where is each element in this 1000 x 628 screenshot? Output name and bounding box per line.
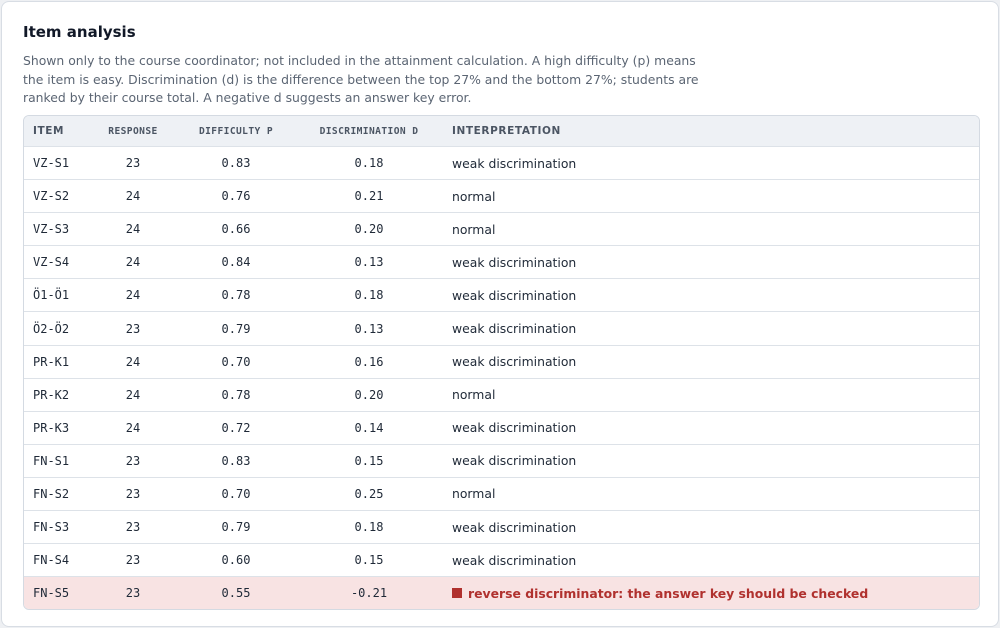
response-cell — [90, 147, 176, 179]
response-cell-text: 23 — [125, 453, 141, 468]
discrimination-cell-text: 0.15 — [354, 553, 384, 568]
table-row — [24, 245, 979, 278]
item-cell — [33, 445, 69, 477]
item-cell-text: VZ-S3 — [33, 222, 70, 237]
response-cell-text: 24 — [125, 387, 141, 402]
table-row — [24, 311, 979, 344]
interpretation-cell — [452, 478, 495, 510]
discrimination-cell-text: 0.18 — [354, 520, 384, 535]
interpretation-cell — [452, 246, 576, 278]
column-header-difficulty: DIFFICULTY P — [198, 125, 274, 137]
item-cell — [33, 478, 69, 510]
item-cell — [33, 312, 69, 344]
discrimination-cell-text: -0.21 — [350, 586, 388, 601]
interpretation-cell — [452, 511, 576, 543]
table-row-flagged — [24, 576, 979, 609]
discrimination-cell-text: 0.15 — [354, 453, 384, 468]
discrimination-cell — [308, 412, 430, 444]
difficulty-cell — [186, 478, 286, 510]
response-cell — [90, 544, 176, 576]
item-cell-text: FN-S2 — [33, 486, 70, 501]
column-header-response: RESPONSE — [108, 125, 158, 137]
interpretation-cell-text: normal — [452, 221, 496, 237]
item-cell — [33, 279, 69, 311]
difficulty-cell — [186, 312, 286, 344]
table-row — [24, 510, 979, 543]
table-row — [24, 179, 979, 212]
item-cell-text: VZ-S2 — [33, 189, 70, 204]
discrimination-cell-text: 0.14 — [354, 420, 384, 435]
discrimination-cell — [308, 246, 430, 278]
response-cell — [90, 379, 176, 411]
interpretation-cell — [452, 279, 576, 311]
page-title: Item analysis — [23, 23, 136, 41]
interpretation-cell-text: weak discrimination — [452, 254, 577, 270]
item-cell-text: VZ-S1 — [33, 156, 70, 171]
difficulty-cell — [186, 180, 286, 212]
table-header-row — [24, 116, 979, 146]
item-cell-text: VZ-S4 — [33, 255, 70, 270]
table-row — [24, 411, 979, 444]
interpretation-cell-text: reverse discriminator: the answer key should be checked — [468, 585, 869, 601]
discrimination-cell-text: 0.13 — [354, 321, 384, 336]
table-row — [24, 146, 979, 179]
difficulty-cell-text: 0.79 — [221, 520, 251, 535]
difficulty-cell — [186, 346, 286, 378]
difficulty-cell-text: 0.70 — [221, 354, 251, 369]
difficulty-cell-text: 0.66 — [221, 222, 251, 237]
response-cell — [90, 412, 176, 444]
table-row — [24, 212, 979, 245]
response-cell — [90, 213, 176, 245]
item-cell-text: Ö1-Ö1 — [33, 288, 70, 303]
item-cell-text: FN-S4 — [33, 553, 70, 568]
discrimination-cell-text: 0.16 — [354, 354, 384, 369]
difficulty-cell-text: 0.55 — [221, 586, 251, 601]
discrimination-cell — [308, 147, 430, 179]
response-cell-text: 24 — [125, 255, 141, 270]
response-cell-text: 24 — [125, 189, 141, 204]
table-row — [24, 378, 979, 411]
item-cell — [33, 147, 69, 179]
interpretation-cell — [452, 445, 576, 477]
interpretation-cell — [452, 180, 495, 212]
item-cell-text: PR-K3 — [33, 420, 70, 435]
item-cell-text: Ö2-Ö2 — [33, 321, 70, 336]
item-cell — [33, 577, 69, 609]
response-cell — [90, 180, 176, 212]
response-cell — [90, 246, 176, 278]
response-cell — [90, 279, 176, 311]
table-row — [24, 345, 979, 378]
interpretation-cell-text: normal — [452, 387, 496, 403]
discrimination-cell-text: 0.20 — [354, 222, 384, 237]
item-analysis-table — [23, 115, 980, 610]
interpretation-cell — [452, 412, 576, 444]
difficulty-cell-text: 0.76 — [221, 189, 251, 204]
discrimination-cell — [308, 180, 430, 212]
discrimination-cell — [308, 445, 430, 477]
response-cell-text: 23 — [125, 321, 141, 336]
item-cell — [33, 544, 69, 576]
item-cell — [33, 246, 69, 278]
discrimination-cell-text: 0.18 — [354, 288, 384, 303]
difficulty-cell-text: 0.84 — [221, 255, 251, 270]
item-cell-text: PR-K1 — [33, 354, 70, 369]
interpretation-cell-text: normal — [452, 188, 496, 204]
response-cell-text: 24 — [125, 222, 141, 237]
discrimination-cell — [308, 511, 430, 543]
difficulty-cell-text: 0.70 — [221, 486, 251, 501]
response-cell — [90, 511, 176, 543]
response-cell — [90, 346, 176, 378]
difficulty-cell-text: 0.78 — [221, 387, 251, 402]
warning-square-icon — [452, 588, 462, 598]
difficulty-cell — [186, 279, 286, 311]
difficulty-cell — [186, 379, 286, 411]
item-cell-text: PR-K2 — [33, 387, 70, 402]
difficulty-cell — [186, 412, 286, 444]
discrimination-cell-text: 0.25 — [354, 486, 384, 501]
interpretation-cell — [452, 147, 576, 179]
discrimination-cell-text: 0.13 — [354, 255, 384, 270]
interpretation-cell — [452, 379, 495, 411]
item-cell — [33, 412, 69, 444]
difficulty-cell-text: 0.79 — [221, 321, 251, 336]
table-row — [24, 278, 979, 311]
item-cell — [33, 346, 69, 378]
interpretation-cell — [452, 312, 576, 344]
response-cell-text: 24 — [125, 288, 141, 303]
response-cell-text: 23 — [125, 586, 141, 601]
interpretation-cell-text: weak discrimination — [452, 552, 577, 568]
column-header-discrimination: DISCRIMINATION D — [319, 125, 419, 137]
response-cell — [90, 577, 176, 609]
table-row — [24, 543, 979, 576]
interpretation-cell — [452, 213, 495, 245]
difficulty-cell-text: 0.83 — [221, 453, 251, 468]
interpretation-cell — [452, 577, 868, 609]
response-cell — [90, 478, 176, 510]
table-row — [24, 444, 979, 477]
discrimination-cell-text: 0.21 — [354, 189, 384, 204]
discrimination-cell — [308, 478, 430, 510]
interpretation-cell-text: normal — [452, 486, 496, 502]
discrimination-cell-text: 0.18 — [354, 156, 384, 171]
difficulty-cell — [186, 246, 286, 278]
difficulty-cell — [186, 511, 286, 543]
difficulty-cell — [186, 213, 286, 245]
table-row — [24, 477, 979, 510]
column-header-item: ITEM — [33, 125, 65, 137]
discrimination-cell — [308, 544, 430, 576]
difficulty-cell-text: 0.78 — [221, 288, 251, 303]
discrimination-cell — [308, 279, 430, 311]
interpretation-cell-text: weak discrimination — [452, 420, 577, 436]
difficulty-cell-text: 0.72 — [221, 420, 251, 435]
column-header-interpretation: INTERPRETATION — [452, 125, 561, 137]
table-body — [24, 146, 979, 609]
difficulty-cell — [186, 147, 286, 179]
response-cell — [90, 445, 176, 477]
interpretation-cell-text: weak discrimination — [452, 321, 577, 337]
interpretation-cell — [452, 346, 576, 378]
response-cell-text: 24 — [125, 354, 141, 369]
interpretation-cell-text: weak discrimination — [452, 453, 577, 469]
difficulty-cell — [186, 544, 286, 576]
response-cell-text: 23 — [125, 520, 141, 535]
interpretation-cell-text: weak discrimination — [452, 354, 577, 370]
item-cell-text: FN-S1 — [33, 453, 70, 468]
item-cell — [33, 511, 69, 543]
response-cell-text: 24 — [125, 420, 141, 435]
discrimination-cell — [308, 213, 430, 245]
response-cell — [90, 312, 176, 344]
discrimination-cell — [308, 577, 430, 609]
description-text: Shown only to the course coordinator; not included in the attainment calculation. A high difficulty (p) means the item is easy. Discrimination (d) is the difference between the top 27% and the bottom 27%; students are ranked by their course total. A negative d suggests an answer key error. — [23, 53, 699, 106]
item-analysis-card — [1, 1, 999, 627]
item-cell-text: FN-S5 — [33, 586, 70, 601]
item-cell-text: FN-S3 — [33, 520, 70, 535]
interpretation-cell-text: weak discrimination — [452, 519, 577, 535]
difficulty-cell-text: 0.83 — [221, 156, 251, 171]
difficulty-cell — [186, 445, 286, 477]
difficulty-cell — [186, 577, 286, 609]
difficulty-cell-text: 0.60 — [221, 553, 251, 568]
item-cell — [33, 213, 69, 245]
response-cell-text: 23 — [125, 553, 141, 568]
item-cell — [33, 379, 69, 411]
interpretation-cell-text: weak discrimination — [452, 155, 577, 171]
discrimination-cell — [308, 379, 430, 411]
response-cell-text: 23 — [125, 156, 141, 171]
response-cell-text: 23 — [125, 486, 141, 501]
interpretation-cell-text: weak discrimination — [452, 287, 577, 303]
interpretation-cell — [452, 544, 576, 576]
discrimination-cell — [308, 312, 430, 344]
item-cell — [33, 180, 69, 212]
discrimination-cell-text: 0.20 — [354, 387, 384, 402]
discrimination-cell — [308, 346, 430, 378]
